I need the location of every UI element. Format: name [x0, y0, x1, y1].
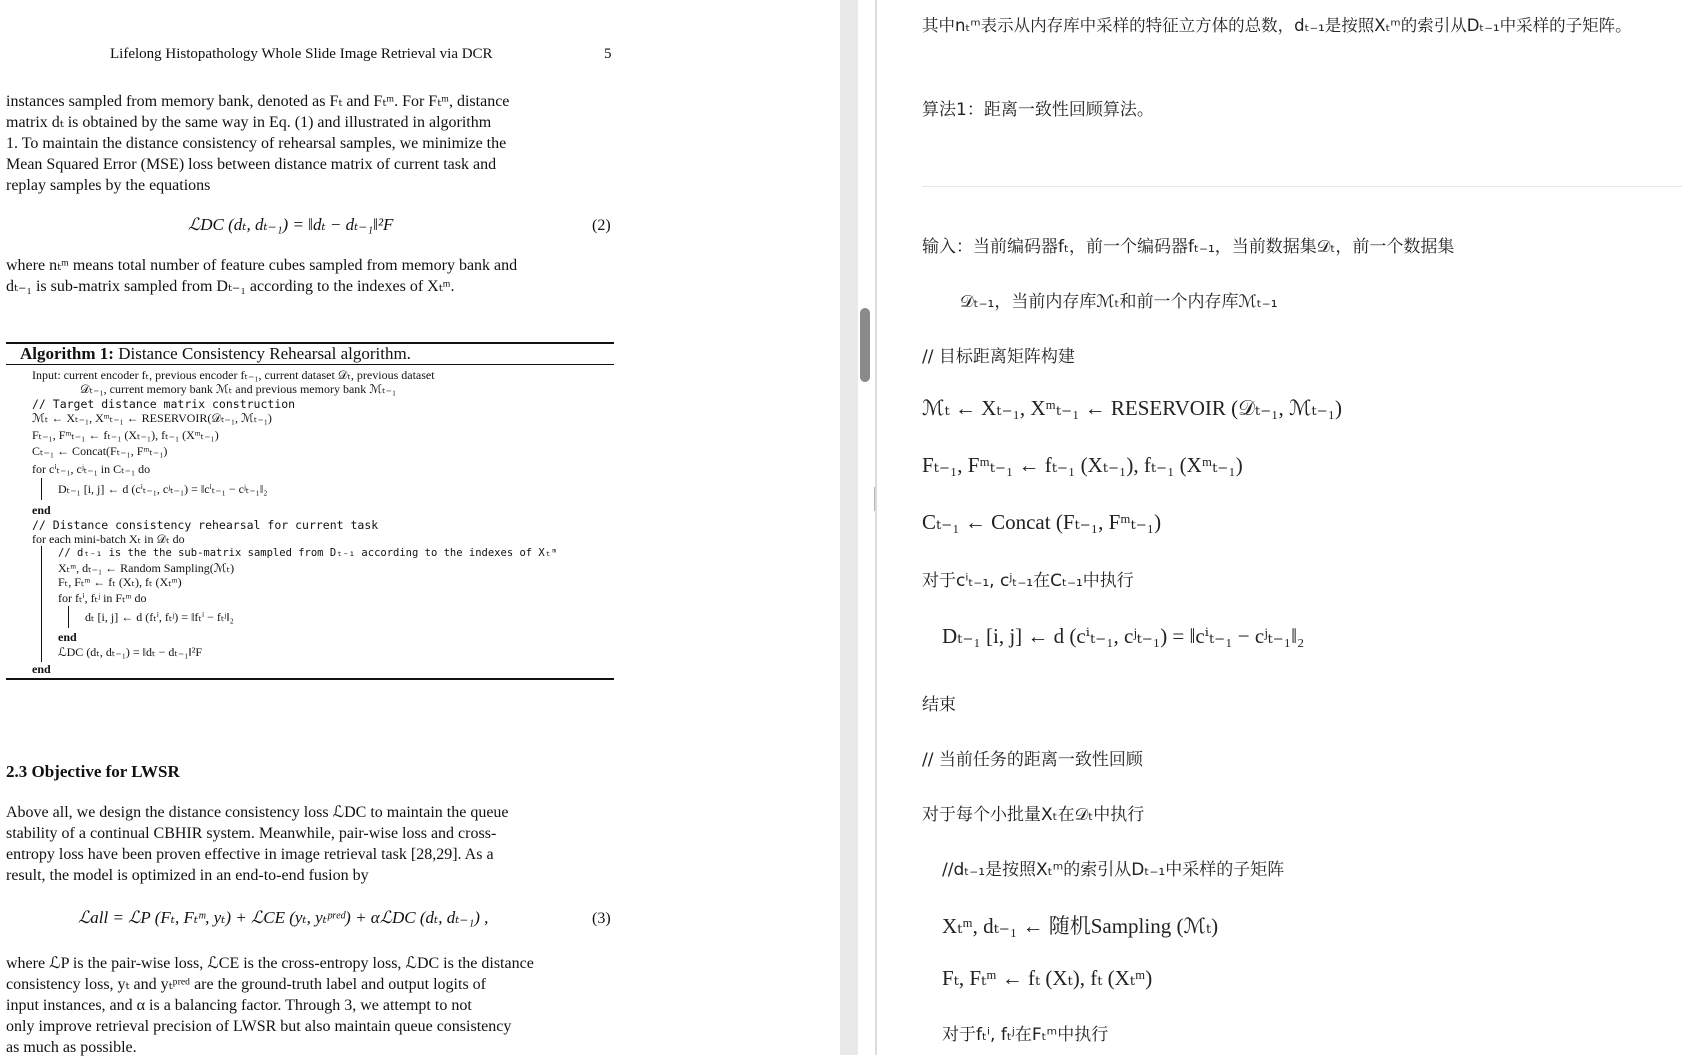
translation-line: 对于每个小批量Xₜ在𝒟ₜ中执行 — [922, 805, 1145, 825]
translation-math: Fₜ₋₁, Fᵐₜ₋₁ ← fₜ₋₁ (Xₜ₋₁), fₜ₋₁ (Xᵐₜ₋₁) — [922, 453, 1243, 477]
algorithm-label: Algorithm 1: — [20, 344, 114, 363]
translation-pane — [878, 0, 1697, 1055]
paragraph-line: Above all, we design the distance consistency loss ℒDC to maintain the queue — [6, 804, 509, 821]
pdf-page-left — [0, 0, 840, 1055]
paragraph-line: 1. To maintain the distance consistency of rehearsal samples, we minimize the — [6, 135, 507, 152]
equation-number: (3) — [592, 910, 611, 927]
paragraph-line: Mean Squared Error (MSE) loss between distance matrix of current task and — [6, 156, 497, 173]
paragraph-line: dₜ₋₁ is sub-matrix sampled from Dₜ₋₁ according to the indexes of Xₜᵐ. — [6, 278, 455, 295]
paragraph-line: stability of a continual CBHIR system. Meanwhile, pair-wise loss and cross- — [6, 825, 497, 842]
algorithm-line: Cₜ₋₁ ← Concat(Fₜ₋₁, Fᵐₜ₋₁) — [32, 444, 168, 458]
translation-line: 结束 — [922, 695, 956, 715]
algorithm-line: ℳₜ ← Xₜ₋₁, Xᵐₜ₋₁ ← RESERVOIR(𝒟ₜ₋₁, ℳₜ₋₁) — [32, 411, 272, 425]
algorithm-line: ℒDC (dₜ, dₜ₋₁) = ‖dₜ − dₜ₋₁‖²F — [58, 645, 203, 659]
algorithm-block-bar — [41, 546, 42, 662]
translation-comment: // 目标距离矩阵构建 — [922, 347, 1075, 367]
translation-line: 对于fₜⁱ, fₜʲ在Fₜᵐ中执行 — [942, 1025, 1109, 1045]
algorithm-bottom-rule — [6, 678, 614, 680]
algorithm-comment: // dₜ₋₁ is the the sub-matrix sampled from Dₜ₋₁ according to the indexes of Xₜᵐ — [58, 547, 558, 559]
translation-comment: // 当前任务的距离一致性回顾 — [922, 750, 1143, 770]
translation-line: 其中nₜᵐ表示从内存库中采样的特征立方体的总数，dₜ₋₁是按照Xₜᵐ的索引从Dₜ₋₁中采样的子矩阵。 — [922, 16, 1632, 35]
translation-comment: //dₜ₋₁是按照Xₜᵐ的索引从Dₜ₋₁中采样的子矩阵 — [942, 860, 1285, 880]
paragraph-line: consistency loss, yₜ and yₜᵖʳᵉᵈ are the ground-truth label and output logits of — [6, 976, 486, 993]
paragraph-line: result, the model is optimized in an end-to-end fusion by — [6, 867, 369, 884]
algorithm-line: for fₜⁱ, fₜʲ in Fₜᵐ do — [58, 591, 147, 605]
algorithm-mid-rule — [6, 364, 614, 365]
paragraph-line: input instances, and α is a balancing factor. Through 3, we attempt to not — [6, 997, 472, 1014]
algorithm-end: end — [32, 662, 51, 676]
paragraph-line: entropy loss have been proven effective in image retrieval task [28,29]. As a — [6, 846, 494, 863]
equation-number: (2) — [592, 217, 611, 234]
translation-line: 输入：当前编码器fₜ，前一个编码器fₜ₋₁，当前数据集𝒟ₜ，前一个数据集 — [922, 237, 1455, 257]
translation-line: 算法1：距离一致性回顾算法。 — [922, 100, 1154, 120]
translation-math: Xₜᵐ, dₜ₋₁ ← 随机Sampling (ℳₜ) — [942, 914, 1219, 938]
algorithm-block-bar — [68, 606, 69, 628]
paragraph-line: instances sampled from memory bank, denoted as Fₜ and Fₜᵐ. For Fₜᵐ, distance — [6, 93, 510, 110]
separator-line — [922, 186, 1682, 187]
section-heading: 2.3 Objective for LWSR — [6, 762, 180, 781]
algorithm-line: Input: current encoder fₜ, previous encoder fₜ₋₁, current dataset 𝒟ₜ, previous dataset — [32, 368, 435, 382]
translation-line: 对于cⁱₜ₋₁, cʲₜ₋₁在Cₜ₋₁中执行 — [922, 571, 1134, 591]
paragraph-line: where ℒP is the pair-wise loss, ℒCE is the cross-entropy loss, ℒDC is the distance — [6, 955, 534, 972]
algorithm-line: for each mini-batch Xₜ in 𝒟ₜ do — [32, 532, 185, 546]
page-number: 5 — [604, 46, 612, 62]
running-head: Lifelong Histopathology Whole Slide Image Retrieval via DCR — [110, 46, 493, 62]
algorithm-title — [20, 344, 411, 364]
equation-3: ℒall = ℒP (Fₜ, Fₜᵐ, yₜ) + ℒCE (yₜ, yₜᵖʳᵉᵈ) + αℒDC (dₜ, dₜ₋₁) , — [78, 908, 489, 927]
algorithm-line: Fₜ, Fₜᵐ ← fₜ (Xₜ), fₜ (Xₜᵐ) — [58, 575, 182, 589]
algorithm-line: Xₜᵐ, dₜ₋₁ ← Random Sampling(ℳₜ) — [58, 561, 235, 575]
algorithm-title-text: Distance Consistency Rehearsal algorithm. — [118, 344, 411, 363]
translation-math: Dₜ₋₁ [i, j] ← d (cⁱₜ₋₁, cʲₜ₋₁) = ‖cⁱₜ₋₁ − cʲₜ₋₁‖₂ — [942, 624, 1305, 648]
algorithm-line: for cⁱₜ₋₁, cʲₜ₋₁ in Cₜ₋₁ do — [32, 462, 151, 476]
pane-divider — [840, 0, 858, 1055]
algorithm-comment: // Target distance matrix construction — [32, 397, 296, 411]
translation-math: ℳₜ ← Xₜ₋₁, Xᵐₜ₋₁ ← RESERVOIR (𝒟ₜ₋₁, ℳₜ₋₁) — [922, 396, 1343, 420]
paragraph-line: replay samples by the equations — [6, 177, 211, 194]
algorithm-line: dₜ [i, j] ← d (fₜⁱ, fₜʲ) = ‖fₜⁱ − fₜʲ‖₂ — [85, 610, 234, 624]
algorithm-line: Fₜ₋₁, Fᵐₜ₋₁ ← fₜ₋₁ (Xₜ₋₁), fₜ₋₁ (Xᵐₜ₋₁) — [32, 428, 219, 442]
algorithm-end: end — [58, 630, 77, 644]
translation-math: Cₜ₋₁ ← Concat (Fₜ₋₁, Fᵐₜ₋₁) — [922, 510, 1162, 534]
translation-line: 𝒟ₜ₋₁，当前内存库ℳₜ和前一个内存库ℳₜ₋₁ — [960, 292, 1278, 312]
paragraph-line: where nₜᵐ means total number of feature cubes sampled from memory bank and — [6, 257, 518, 274]
translation-math: Fₜ, Fₜᵐ ← fₜ (Xₜ), fₜ (Xₜᵐ) — [942, 966, 1153, 990]
equation-2: ℒDC (dₜ, dₜ₋₁) = ‖dₜ − dₜ₋₁‖²F — [188, 215, 394, 234]
algorithm-block-bar — [41, 478, 42, 500]
algorithm-end: end — [32, 503, 51, 517]
algorithm-line: 𝒟ₜ₋₁, current memory bank ℳₜ and previous memory bank ℳₜ₋₁ — [80, 382, 397, 396]
scrollbar-thumb[interactable] — [860, 308, 870, 382]
split-handle[interactable] — [875, 0, 877, 1055]
paragraph-line: as much as possible. — [6, 1039, 137, 1056]
paragraph-line: matrix dₜ is obtained by the same way in Eq. (1) and illustrated in algorithm — [6, 114, 492, 131]
paragraph-line: only improve retrieval precision of LWSR but also maintain queue consistency — [6, 1018, 512, 1035]
algorithm-comment: // Distance consistency rehearsal for current task — [32, 518, 379, 532]
algorithm-line: Dₜ₋₁ [i, j] ← d (cⁱₜ₋₁, cʲₜ₋₁) = ‖cⁱₜ₋₁ − cʲₜ₋₁‖₂ — [58, 482, 268, 496]
